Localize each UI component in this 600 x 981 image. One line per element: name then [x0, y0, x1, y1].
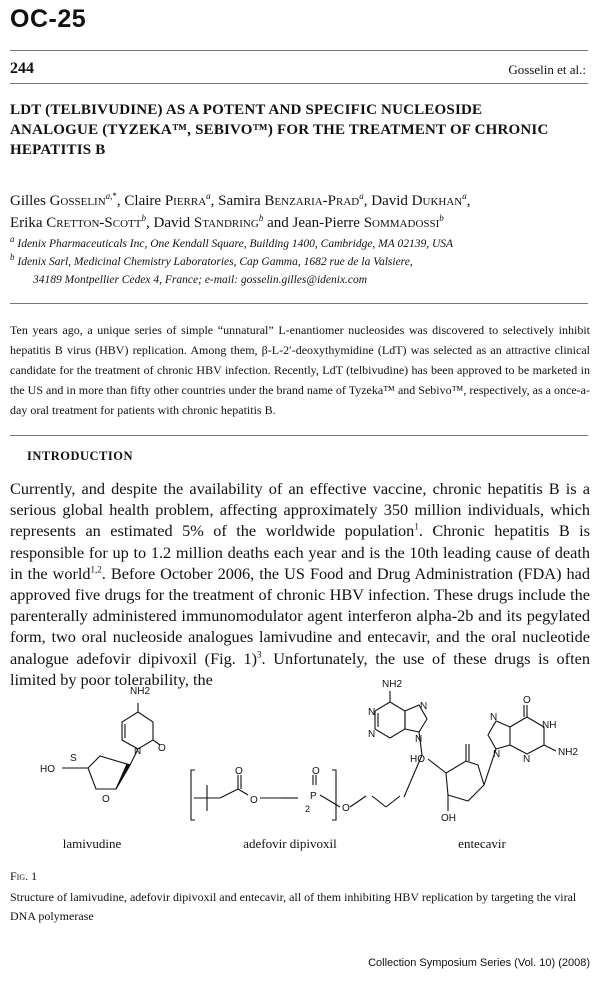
atom-label: O: [250, 795, 258, 806]
molecule-name-lamivudine: lamivudine: [62, 836, 122, 851]
author: Claire Pierra$^a$,: [124, 191, 219, 209]
author: Jean-Pierre Sommadossi$^b$: [292, 213, 444, 231]
citation[interactable]: 1,2: [90, 564, 102, 575]
atom-label: OH: [441, 813, 456, 824]
atom-label: HO: [410, 754, 425, 765]
atom-label: S: [70, 753, 77, 764]
header-rule: [10, 50, 588, 51]
author: Samira Benzaria-Prad$^a$,: [218, 191, 372, 209]
atom-label: O: [342, 803, 350, 814]
atom-label: N: [368, 707, 376, 718]
atom-label: N: [415, 734, 423, 745]
affiliations: [10, 235, 590, 289]
atom-label: N: [523, 754, 531, 765]
author: David Dukhan$^a$,: [371, 191, 471, 209]
author: David Standring$^b$ and: [153, 213, 293, 231]
atom-label: N: [134, 746, 142, 757]
section-heading-introduction: INTRODUCTION: [27, 449, 134, 463]
molecule-name-adefovir: adefovir dipivoxil: [243, 836, 337, 851]
molecule-name-entecavir: entecavir: [458, 836, 506, 851]
footer-series: Collection Symposium Series (Vol. 10) (2008): [368, 957, 590, 969]
atom-label: N: [493, 749, 501, 760]
running-head: Gosselin et al.:: [508, 62, 586, 77]
atom-label: NH2: [382, 679, 403, 690]
atom-label: HO: [40, 764, 55, 775]
atom-label: NH2: [558, 747, 579, 758]
subheader-rule: [10, 83, 588, 84]
abstract: Ten years ago, a unique series of simple “unnatural” L-enantiomer nucleosides was discovered to selectively inhibit hepatitis B virus (HBV) replication. Among them, β-L-2′-deoxythymidine (LdT) was selected as an attractive clinical candidate for the treatment of chronic HBV infection. Recently, LdT (telbivudine) has been approved to be marketed in the US and in more than fifty other countries under the brand name of Tyzeka™ and Sebivo™, respectively, as a once-a-day oral treatment for patients with chronic hepatitis B.: [10, 323, 590, 417]
atom-label: 2: [305, 804, 311, 814]
section-code: OC-25: [10, 5, 87, 33]
figure-caption: Structure of lamivudine, adefovir dipivoxil and entecavir, all of them inhibiting HBV replication by targeting the viral DNA polymerase: [10, 890, 577, 923]
abstract-top-rule: [10, 303, 588, 304]
author: Erika Cretton-Scott$^b$,: [10, 213, 154, 231]
atom-label: N: [420, 701, 428, 712]
atom-label: N: [490, 712, 498, 723]
author: Gilles Gosselin$^{a,*}$,: [10, 191, 125, 209]
atom-label: O: [102, 794, 110, 805]
intro-paragraph: Currently, and despite the availability of an effective vaccine, chronic hepatitis B is a serious global health problem, affecting approximately 350 million individuals, which represents an estimated 5% of the worldwide population$^1$. Chronic hepatitis B is responsible for up to 1.2 million deaths each year and is the 10th leading cause of death in the world$^{1,2}$. Before October 2006, the US Food and Drug Administration (FDA) had approved five drugs for the treatment of chronic HBV infection. These drugs include the parenterally administered immunomodulator agent interferon alpha-2b and its pegylated form, two oral nucleoside analogues lamivudine and entecavir, and the oral nucleotide analogue adefovir dipivoxil (Fig. 1)$^3$. Unfortunately, the use of these drugs is often limited by poor tolerability, the: [10, 479, 590, 689]
affiliation-a: $^a$ Idenix Pharmaceuticals Inc, One Kendall Square, Building 1400, Cambridge, MA 02139, USA: [10, 234, 454, 250]
atom-label: O: [235, 766, 243, 777]
atom-label: O: [312, 766, 320, 777]
atom-label: NH: [542, 720, 557, 731]
atom-label: P: [310, 791, 317, 802]
page-number: 244: [10, 60, 34, 77]
affiliation-b-line2: 34189 Montpellier Cedex 4, France; e-mail: gosselin.gilles@idenix.com: [33, 274, 368, 286]
figure-1-structures: [10, 665, 590, 865]
atom-label: NH2: [130, 686, 151, 697]
author-list: [10, 190, 590, 234]
affiliation-b: $^b$ Idenix Sarl, Medicinal Chemistry Laboratories, Cap Gamma, 1682 rue de la Valsiere,: [10, 252, 413, 268]
abstract-bottom-rule: [10, 435, 588, 436]
atom-label: N: [368, 729, 376, 740]
figure-label: Fig. 1: [10, 869, 38, 883]
citation[interactable]: 3: [257, 649, 262, 660]
atom-label: O: [158, 743, 166, 754]
citation[interactable]: 1: [414, 521, 419, 532]
article-title: LDT (TELBIVUDINE) AS A POTENT AND SPECIFIC NUCLEOSIDE ANALOGUE (TYZEKA™, SEBIVO™) FOR THE TREATMENT OF CHRONIC HEPATITIS B: [10, 102, 549, 158]
atom-label: O: [523, 695, 531, 706]
